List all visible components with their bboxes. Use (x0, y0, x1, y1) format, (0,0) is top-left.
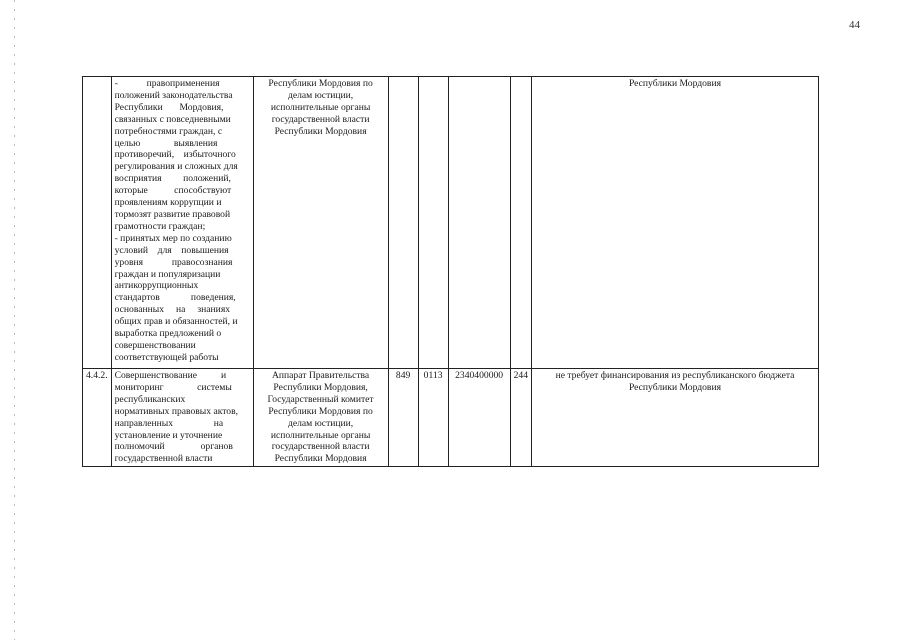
text-line: Республики Мордовия (628, 381, 721, 393)
text-line: Республики Мордовия по (268, 405, 373, 417)
text-line: связанных с повседневными (114, 113, 231, 125)
text-line: тормозят развитие правовой (114, 208, 231, 220)
text-line: республиканских (114, 393, 186, 405)
text-line: исполнительные органы (270, 101, 371, 113)
funding-note (535, 370, 815, 394)
budget-code-section-cell (418, 77, 448, 369)
text-line: государственной власти (271, 113, 370, 125)
budget-code-target-cell (448, 77, 510, 369)
text-line: противоречий, избыточного (114, 149, 236, 161)
row-number-cell (83, 77, 112, 369)
text-line: выработка предложений о (114, 328, 222, 340)
text-line: основанных на знаниях (114, 304, 231, 316)
text-line: Аппарат Правительства (271, 370, 370, 381)
text-line: уровня правосознания (114, 256, 233, 268)
responsible-cell (253, 369, 388, 467)
text-line: совершенствовании (114, 339, 196, 351)
text-line: Республики Мордовия (274, 125, 367, 137)
text-line: Республики Мордовия, (114, 101, 224, 113)
text-line: Совершенствование и (114, 370, 227, 381)
measure-description (115, 78, 250, 364)
text-line: общих прав и обязанностей, и (114, 316, 238, 328)
budget-code-type-cell (510, 77, 531, 369)
measure-description-cell (111, 369, 253, 467)
text-line: полномочий органов (114, 441, 233, 453)
budget-code-section-cell: 0113 (418, 369, 448, 467)
budget-code-type-cell: 244 (510, 369, 531, 467)
text-line: соответствующей работы (114, 351, 219, 363)
responsible-cell (253, 77, 388, 369)
text-line: делам юстиции, (287, 89, 354, 101)
text-line: целью выявления (114, 137, 218, 149)
text-line: мониторинг системы (114, 381, 232, 393)
text-line: делам юстиции, (287, 417, 354, 429)
responsible-executors (257, 78, 385, 138)
text-line: - правоприменения (114, 78, 220, 89)
text-line: потребностями граждан, с (114, 125, 223, 137)
budget-code-admin-cell: 849 (388, 369, 418, 467)
text-line: не требует финансирования из республиканского бюджета (555, 370, 795, 381)
text-line: государственной власти (114, 453, 213, 465)
funding-note-cell (531, 369, 818, 467)
text-line: условий для повышения (114, 244, 229, 256)
text-line: Республики Мордовия, (273, 381, 368, 393)
text-line: установление и уточнение (114, 429, 223, 441)
text-line: которые способствуют (114, 185, 232, 197)
text-line: Государственный комитет (267, 393, 374, 405)
budget-code-target-cell: 2340400000 (448, 369, 510, 467)
text-line: антикоррупционных (114, 280, 199, 292)
text-line: грамотности граждан; (114, 220, 206, 232)
responsible-executors (257, 370, 385, 465)
text-line: направленных на (114, 417, 224, 429)
text-line: положений законодательства (114, 89, 233, 101)
text-line: регулирования и сложных для (114, 161, 238, 173)
table-row (83, 77, 819, 369)
page-number: 44 (849, 19, 860, 31)
measure-description (115, 370, 250, 465)
measures-table (82, 76, 819, 467)
text-line: нормативных правовых актов, (114, 405, 239, 417)
table-row (83, 369, 819, 467)
scan-margin-artifact (14, 0, 15, 640)
text-line: исполнительные органы (270, 429, 371, 441)
text-line: проявлениям коррупции и (114, 197, 222, 209)
text-line: Республики Мордовия (274, 453, 367, 465)
text-line: стандартов поведения, (114, 292, 236, 304)
budget-code-admin-cell (388, 77, 418, 369)
text-line: Республики Мордовия по (268, 78, 373, 89)
measure-description-cell (111, 77, 253, 369)
row-number-cell: 4.4.2. (83, 369, 112, 467)
text-line: восприятия положений, (114, 173, 231, 185)
funding-note-cell: Республики Мордовия (531, 77, 818, 369)
text-line: граждан и популяризации (114, 268, 221, 280)
text-line: - принятых мер по созданию (114, 232, 232, 244)
text-line: государственной власти (271, 441, 370, 453)
